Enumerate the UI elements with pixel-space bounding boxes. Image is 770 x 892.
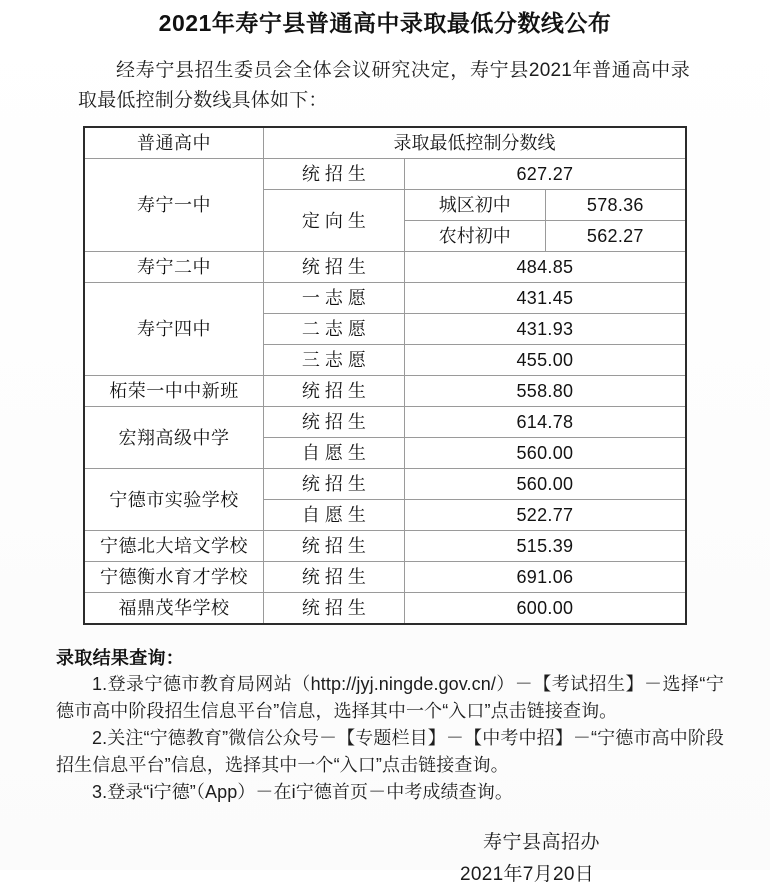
cell-admission-type: 定向生 <box>264 190 405 252</box>
table-row <box>84 531 686 562</box>
query-notes-section <box>0 645 770 806</box>
cell-school-name: 宏翔高级中学 <box>84 407 264 469</box>
table-row <box>84 469 686 500</box>
cell-admission-type: 二志愿 <box>264 314 405 345</box>
cell-admission-type: 统招生 <box>264 376 405 407</box>
cell-score-value: 560.00 <box>404 469 686 500</box>
note-item: 1.登录宁德市教育局网站（http://jyj.ningde.gov.cn/）－【考试招生】－选择“宁德市高中阶段招生信息平台”信息，选择其中一个“入口”点击链接查询。 <box>56 674 724 721</box>
cell-admission-type: 自愿生 <box>264 500 405 531</box>
table-row <box>84 593 686 625</box>
cell-school-name: 宁德衡水育才学校 <box>84 562 264 593</box>
signature-block <box>0 828 770 892</box>
cell-admission-type: 统招生 <box>264 593 405 625</box>
cell-admission-type: 统招生 <box>264 531 405 562</box>
score-table-wrapper <box>83 126 687 625</box>
table-row <box>84 283 686 314</box>
cell-school-name: 寿宁一中 <box>84 159 264 252</box>
cell-score-value: 431.93 <box>404 314 686 345</box>
table-row <box>84 407 686 438</box>
cell-score-value: 431.45 <box>404 283 686 314</box>
cell-score-value: 515.39 <box>404 531 686 562</box>
cell-admission-type: 自愿生 <box>264 438 405 469</box>
cell-school-name: 寿宁四中 <box>84 283 264 376</box>
intro-paragraph: 经寿宁县招生委员会全体会议研究决定，寿宁县2021年普通高中录取最低控制分数线具体如下： <box>78 60 690 111</box>
cell-score-value: 522.77 <box>404 500 686 531</box>
cell-score-value: 455.00 <box>404 345 686 376</box>
table-row <box>84 562 686 593</box>
cell-admission-type: 统招生 <box>264 469 405 500</box>
cell-admission-type: 一志愿 <box>264 283 405 314</box>
note-item: 3.登录“i宁德”（App）－在i宁德首页－中考成绩查询。 <box>92 782 513 802</box>
cell-admission-type: 统招生 <box>264 562 405 593</box>
cell-school-name: 寿宁二中 <box>84 252 264 283</box>
cell-school-name: 柘荣一中中新班 <box>84 376 264 407</box>
cell-admission-type: 统招生 <box>264 407 405 438</box>
cell-score-value: 560.00 <box>404 438 686 469</box>
cell-subcategory: 农村初中 <box>404 221 545 252</box>
cell-score-value: 627.27 <box>404 159 686 190</box>
cell-score-value: 691.06 <box>404 562 686 593</box>
cell-school-name: 宁德市实验学校 <box>84 469 264 531</box>
cell-subcategory: 城区初中 <box>404 190 545 221</box>
cell-admission-type: 统招生 <box>264 252 405 283</box>
table-header-row <box>84 127 686 159</box>
table-row <box>84 159 686 190</box>
cell-score-value: 558.80 <box>404 376 686 407</box>
signature-organization: 寿宁县高招办 <box>482 832 600 853</box>
signature-date: 2021年7月20日 <box>460 864 594 885</box>
cell-admission-type: 三志愿 <box>264 345 405 376</box>
cell-score-value: 614.78 <box>404 407 686 438</box>
cell-score-value: 600.00 <box>404 593 686 625</box>
header-cell-school: 普通高中 <box>84 127 264 159</box>
admission-score-table <box>83 126 687 625</box>
cell-score-value: 578.36 <box>545 190 686 221</box>
cell-score-value: 484.85 <box>404 252 686 283</box>
cell-admission-type: 统招生 <box>264 159 405 190</box>
table-row <box>84 376 686 407</box>
header-cell-score-line: 录取最低控制分数线 <box>264 127 687 159</box>
note-item: 2.关注“宁德教育”微信公众号－【专题栏目】－【中考中招】－“宁德市高中阶段招生信息平台”信息，选择其中一个“入口”点击链接查询。 <box>56 728 724 775</box>
notes-heading: 录取结果查询： <box>56 648 185 668</box>
cell-school-name: 福鼎茂华学校 <box>84 593 264 625</box>
cell-score-value: 562.27 <box>545 221 686 252</box>
cell-school-name: 宁德北大培文学校 <box>84 531 264 562</box>
table-row <box>84 252 686 283</box>
page-title: 2021年寿宁县普通高中录取最低分数线公布 <box>158 10 612 36</box>
